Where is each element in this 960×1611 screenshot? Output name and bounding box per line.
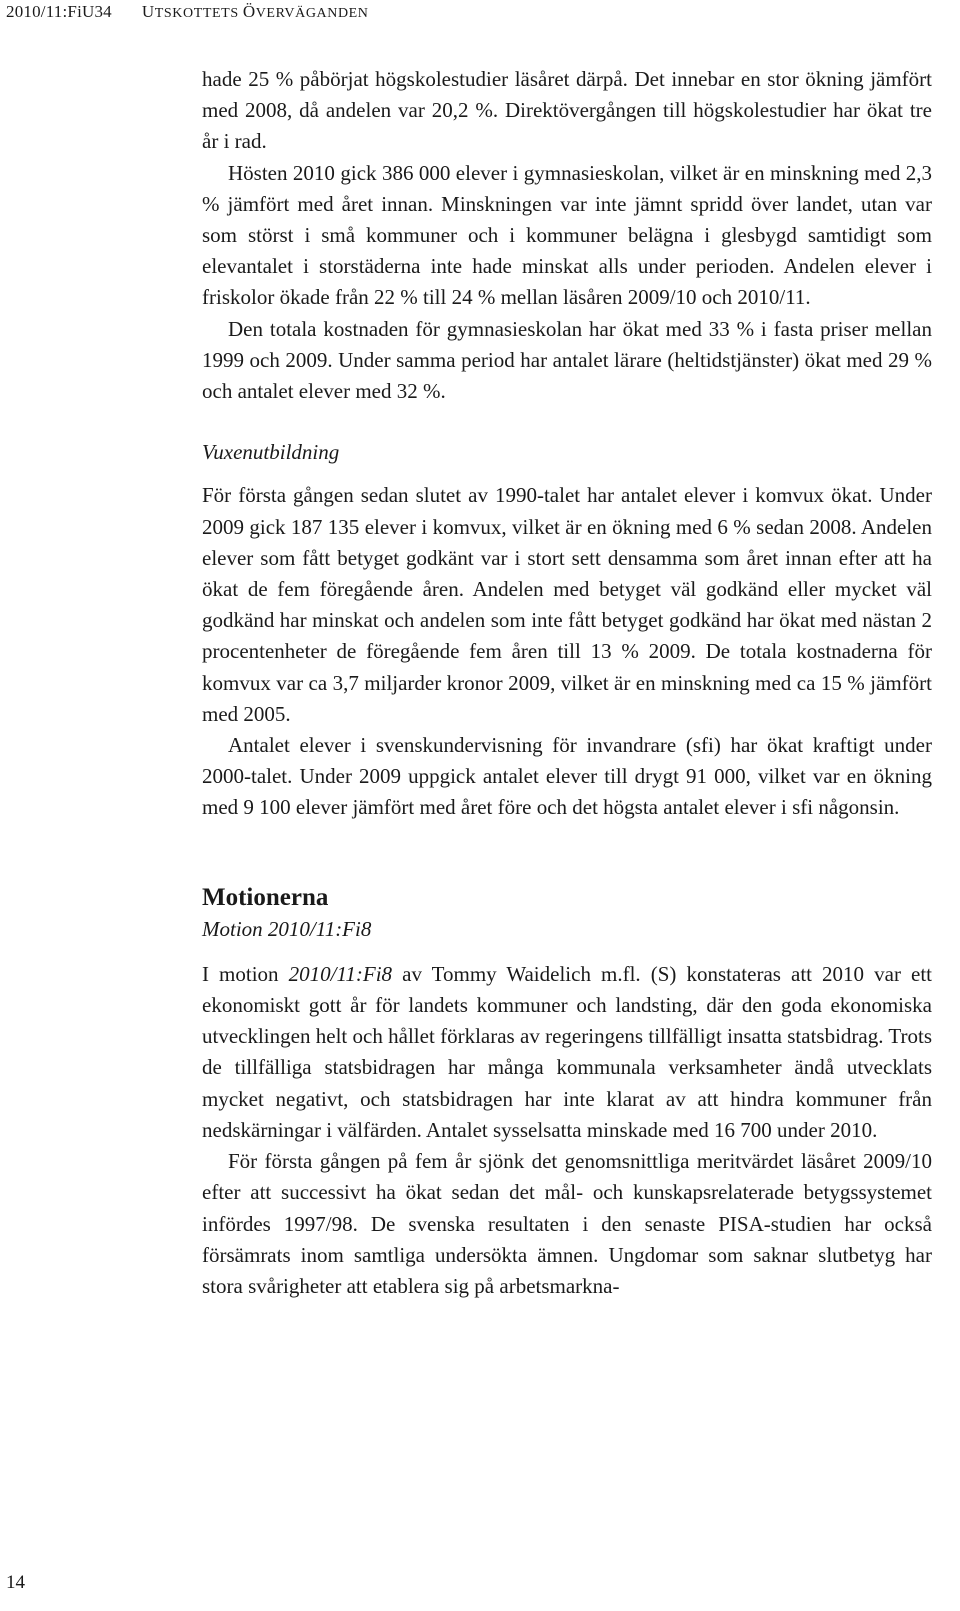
paragraph: För första gången på fem år sjönk det genomsnittliga meritvärdet läsåret 2009/10 efter att successivt ha ökat sedan det mål- och kunskapsrelaterade betygssystemet infördes 1997/98. De svenska resultaten i den senaste PISA-studien har också försämrats inom samtliga undersökta ämnen. Ungdomar som saknar slutbetyg har stora svårigheter att etablera sig på arbetsmarkna-: [202, 1149, 932, 1298]
body-text: [202, 64, 932, 1302]
paragraph-rest: av Tommy Waidelich m.fl. (S) konstateras att 2010 var ett ekonomiskt gott år för landets kommuner och landsting, där den goda ekonomiska utvecklingen helt och hållet förklaras av regeringens tillfälligt insatta statsbidrag. Trots de tillfälliga statsbidragen har många kommunala verksamheter ändå utvecklats mycket negativt, och statsbidragen har inte klarat av att hindra kommuner från nedskärningar i välfärden. Antalet sysselsatta minskade med 16 700 under 2010.: [202, 961, 932, 1142]
paragraph: [202, 959, 932, 1146]
paragraph: Antalet elever i svenskundervisning för invandrare (sfi) har ökat kraftigt under 2000-talet. Under 2009 uppgick antalet elever till drygt 91 000, vilket var en ökning med 9 100 elever jämfört med året före och det högsta antalet elever i sfi någonsin.: [202, 733, 932, 820]
section-title-initial: U: [141, 2, 155, 21]
paragraph: Den totala kostnaden för gymnasieskolan har ökat med 33 % i fasta priser mellan 1999 och 2009. Under samma period har antalet lärare (heltidstjänster) ökat med 29 % och antalet elever med 32 %.: [202, 316, 932, 404]
document-id: 2010/11:FiU34: [6, 2, 112, 21]
section-heading: Motionerna: [202, 883, 329, 911]
paragraph: Hösten 2010 gick 386 000 elever i gymnasieskolan, vilket är en minskning med 2,3 % jämfört med året innan. Minskningen var inte jämnt spridd över landet, utan var som störst i små kommuner och i kommuner belägna i glesbygd samtidigt som elevantalet i storstäderna inte hade minskat alls under perioden. Andelen elever i friskolor ökade från 22 % till 24 % mellan läsåren 2009/10 och 2010/11.: [202, 160, 932, 310]
motion-subheading: Motion 2010/11:Fi8: [202, 916, 372, 941]
section-title-word1: TSKOTTETS: [154, 6, 243, 21]
paragraph-lead: I motion: [202, 961, 289, 986]
section-subheading: Vuxenutbildning: [202, 440, 340, 465]
paragraph: För första gången sedan slutet av 1990-talet har antalet elever i komvux ökat. Under 2009 gick 187 135 elever i komvux, vilket är en ökning med 6 % sedan 2008. Andelen elever som fått betyget godkänt var i stort sett densamma som året innan efter att ha ökat de fem föregående åren. Andelen med betyget väl godkänd eller mycket väl godkänd har minskat och andelen som inte fått betyget godkänd har ökat med nästan 2 procentenheter de föregående fem åren till 13 % 2009. De totala kostnaderna för komvux var ca 3,7 miljarder kronor 2009, vilket är en minskning med ca 15 % jämfört med 2005.: [202, 483, 932, 726]
page-number: 14: [6, 1572, 25, 1593]
section-title: [141, 2, 369, 21]
section-title-word2: VERVÄGANDEN: [255, 6, 369, 21]
paragraph: hade 25 % påbörjat högskolestudier läsåret därpå. Det innebar en stor ökning jämfört med 2008, då andelen var 20,2 %. Direktövergången till högskolestudier har ökat tre år i rad.: [202, 67, 932, 154]
section-title-initial-2: Ö: [242, 2, 256, 21]
running-header: [6, 2, 369, 22]
motion-reference: 2010/11:Fi8: [288, 961, 393, 986]
